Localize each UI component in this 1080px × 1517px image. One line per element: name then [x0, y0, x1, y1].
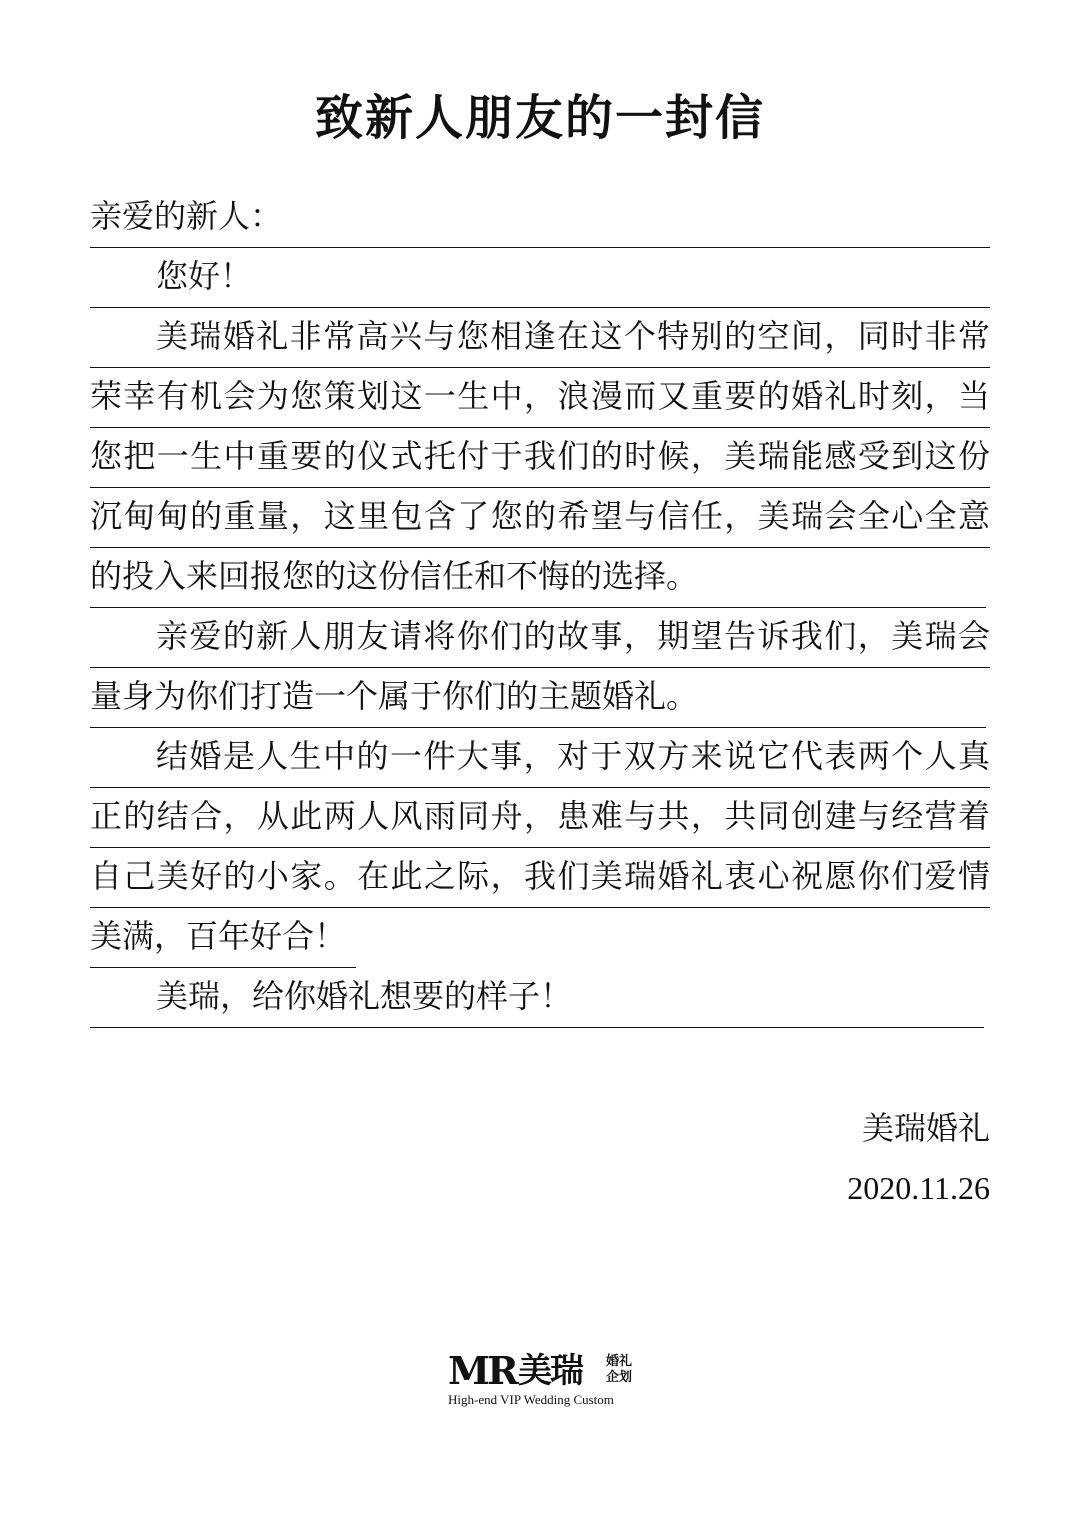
paragraph1-line-3: 您把一生中重要的仪式托付于我们的时候，美瑞能感受到这份	[90, 428, 990, 488]
logo-brand-cn: 美瑞	[518, 1351, 582, 1391]
letter-title: 致新人朋友的一封信	[314, 90, 765, 146]
paragraph3-line-1: 结婚是人生中的一件大事，对于双方来说它代表两个人真	[90, 728, 990, 788]
paragraph1-line-2: 荣幸有机会为您策划这一生中，浪漫而又重要的婚礼时刻，当	[90, 368, 990, 428]
paragraph2-line-2: 量身为你们打造一个属于你们的主题婚礼。	[90, 668, 986, 728]
paragraph1-line-1: 美瑞婚礼非常高兴与您相逢在这个特别的空间，同时非常	[90, 308, 990, 368]
paragraph3-line-2: 正的结合，从此两人风雨同舟，患难与共，共同创建与经营着	[90, 788, 990, 848]
paragraph3-line-3: 自己美好的小家。在此之际，我们美瑞婚礼衷心祝愿你们爱情	[90, 848, 990, 908]
signature-name: 美瑞婚礼	[861, 1109, 990, 1147]
signature-date: 2020.11.26	[847, 1170, 990, 1206]
paragraph3-line-4: 美满，百年好合！	[90, 908, 356, 968]
paragraph2-line-1: 亲爱的新人朋友请将你们的故事，期望告诉我们，美瑞会	[90, 608, 990, 668]
paragraph1-line-5: 的投入来回报您的这份信任和不悔的选择。	[90, 548, 986, 608]
logo-sub-cn: 婚礼企划	[606, 1354, 633, 1385]
greeting-line: 您好！	[90, 248, 990, 308]
slogan-line: 美瑞，给你婚礼想要的样子！	[90, 968, 984, 1028]
logo-mark: MR	[448, 1348, 516, 1393]
salutation-line: 亲爱的新人：	[90, 188, 990, 248]
logo-tagline: High-end VIP Wedding Custom	[448, 1392, 614, 1407]
brand-logo	[448, 1348, 638, 1412]
paragraph1-line-4: 沉甸甸的重量，这里包含了您的希望与信任，美瑞会全心全意	[90, 488, 990, 548]
